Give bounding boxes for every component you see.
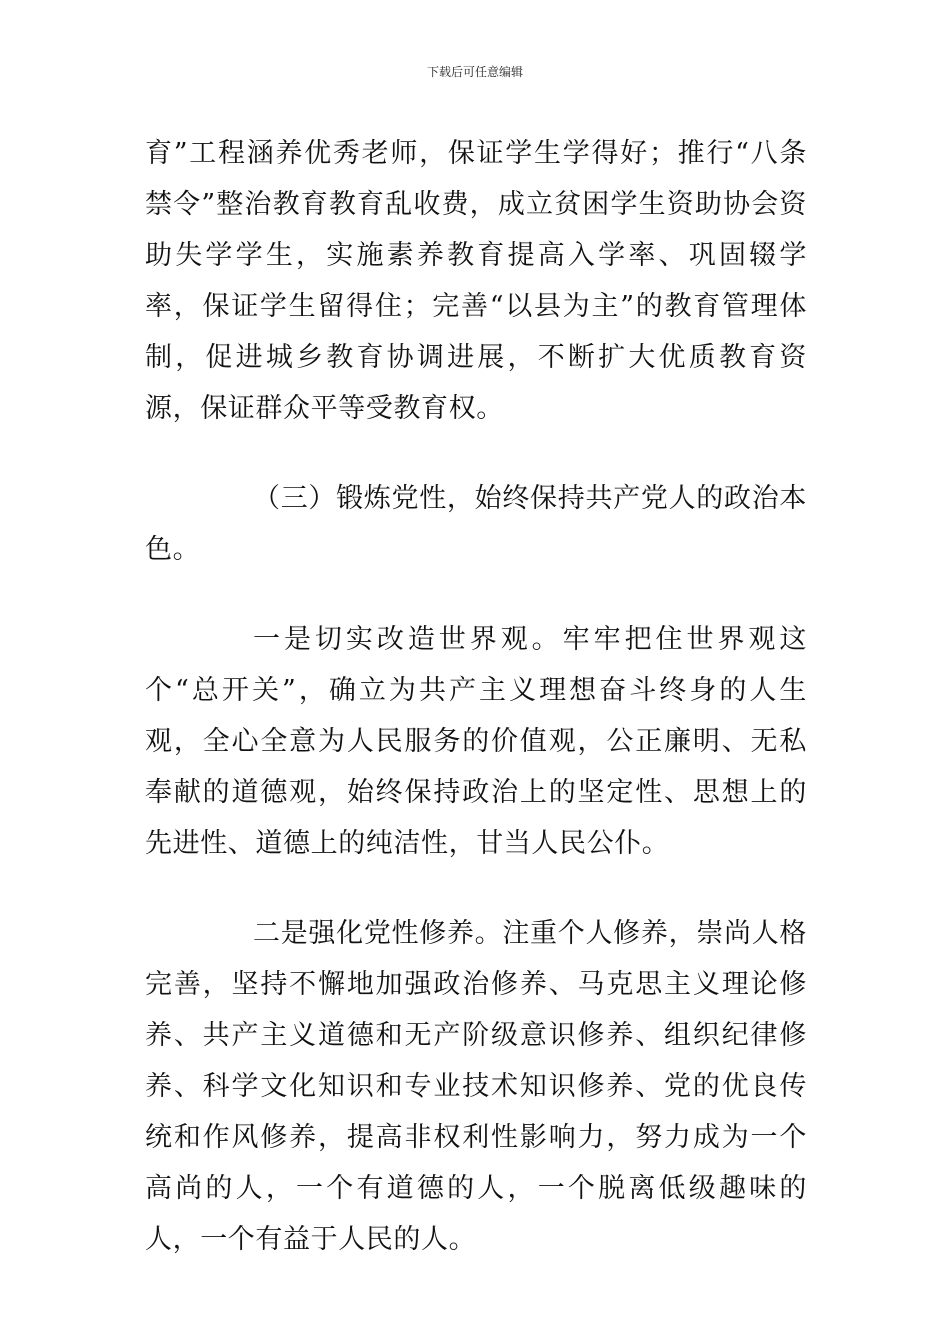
paragraph-party-cultivation: 二是强化党性修养。注重个人修养，崇尚人格完善，坚持不懈地加强政治修养、马克思主义理论修养、共产主义道德和无产阶级意识修养、组织纪律修养、科学文化知识和专业技术知识修养、党的优良传统和作风修养，提高非权利性影响力，努力成为一个高尚的人，一个有道德的人，一个脱离低级趣味的人，一个有益于人民的人。 xyxy=(145,918,807,1255)
paragraph-worldview: 一是切实改造世界观。牢牢把住世界观这个“总开关”，确立为共产主义理想奋斗终身的人生观，全心全意为人民服务的价值观，公正廉明、无私奉献的道德观，始终保持政治上的坚定性、思想上的先进性、道德上的纯洁性，甘当人民公仆。 xyxy=(145,624,807,859)
section-heading-party-spirit: （三）锻炼党性，始终保持共产党人的政治本色。 xyxy=(145,483,807,565)
paragraph-education-continued: 育”工程涵养优秀老师，保证学生学得好；推行“八条禁令”整治教育教育乱收费，成立贫困学生资助协会资助失学学生，实施素养教育提高入学率、巩固辍学率，保证学生留得住；完善“以县为主”的教育管理体制，促进城乡教育协调进展，不断扩大优质教育资源，保证群众平等受教育权。 xyxy=(145,138,807,424)
page-header-note: 下载后可任意编辑 xyxy=(426,65,523,79)
document-body xyxy=(145,128,807,1265)
